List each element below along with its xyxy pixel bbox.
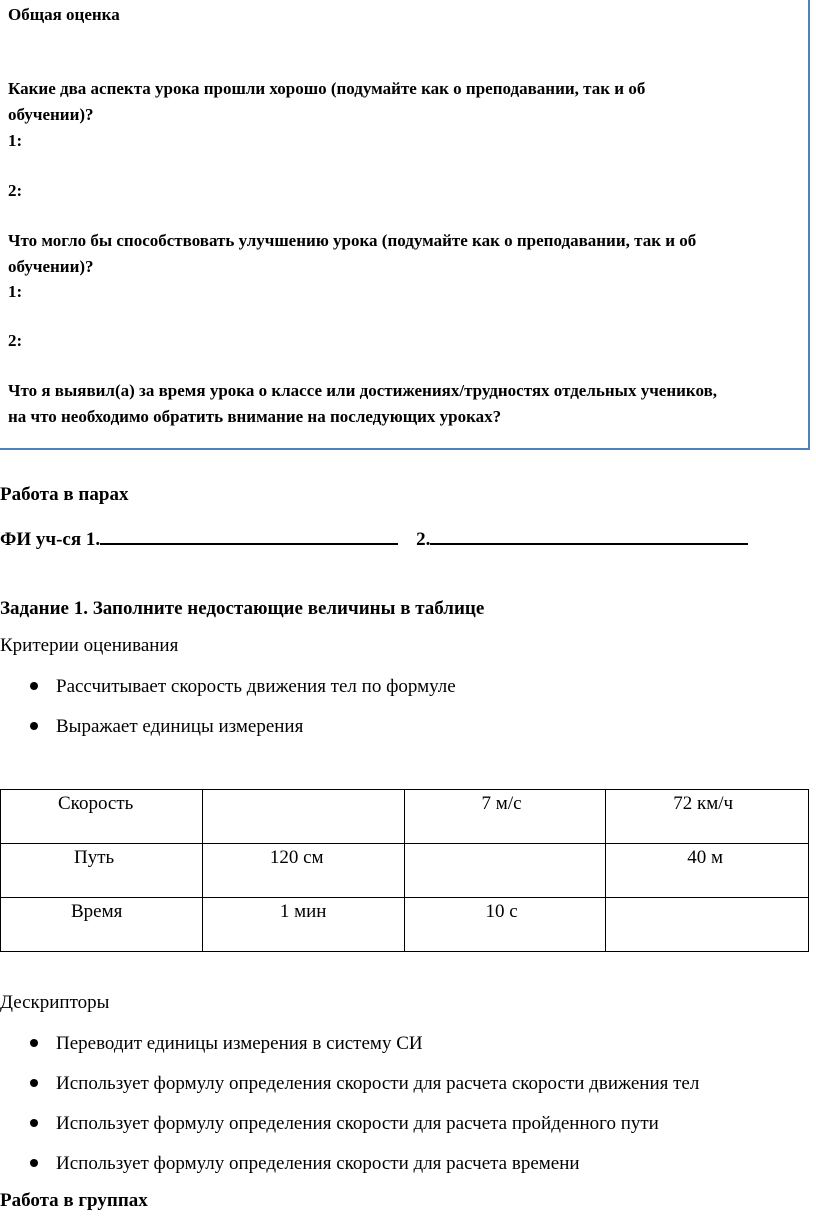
student-2-blank[interactable] bbox=[430, 525, 748, 545]
descriptors-label: Дескрипторы bbox=[0, 992, 110, 1013]
bullet-icon bbox=[30, 1119, 38, 1127]
bullet-icon bbox=[30, 1079, 38, 1087]
second-student-label: 2. bbox=[416, 529, 431, 550]
table-cell[interactable] bbox=[404, 844, 606, 898]
bullet-icon bbox=[30, 1159, 38, 1167]
quantities-table bbox=[0, 789, 809, 952]
criteria-item bbox=[30, 715, 303, 739]
table-row bbox=[1, 844, 809, 898]
reflection-question-3-cont: на что необходимо обратить внимание на последующих уроках? bbox=[8, 407, 502, 426]
descriptor-item-text: Переводит единицы измерения в систему СИ bbox=[56, 1033, 423, 1054]
table-row bbox=[1, 790, 809, 844]
criteria-item-text: Выражает единицы измерения bbox=[56, 716, 304, 737]
reflection-q2-item-2: 2: bbox=[8, 331, 23, 350]
table-cell: 1 мин bbox=[202, 898, 404, 952]
criteria-label: Критерии оценивания bbox=[0, 635, 179, 656]
table-cell[interactable] bbox=[606, 898, 809, 952]
table-cell: Скорость bbox=[1, 790, 203, 844]
bullet-icon bbox=[30, 722, 38, 730]
pair-work-heading: Работа в парах bbox=[0, 484, 129, 505]
reflection-question-2: Что могло бы способствовать улучшению урока (подумайте как о преподавании, так и об bbox=[8, 231, 697, 250]
student-1-blank[interactable] bbox=[100, 525, 398, 545]
reflection-question-2-cont: обучении)? bbox=[8, 257, 94, 276]
descriptor-item-text: Использует формулу определения скорости для расчета пройденного пути bbox=[56, 1113, 659, 1134]
criteria-item bbox=[30, 675, 456, 699]
table-cell: 7 м/с bbox=[404, 790, 606, 844]
reflection-question-1-cont: обучении)? bbox=[8, 105, 94, 124]
reflection-question-3: Что я выявил(а) за время урока о классе или достижениях/трудностях отдельных учеников, bbox=[8, 381, 717, 400]
reflection-q1-item-1: 1: bbox=[8, 131, 23, 150]
table-cell: 120 см bbox=[202, 844, 404, 898]
descriptor-item bbox=[30, 1072, 699, 1096]
bullet-icon bbox=[30, 682, 38, 690]
reflection-q2-item-1: 1: bbox=[8, 282, 23, 301]
group-work-heading: Работа в группах bbox=[0, 1190, 148, 1211]
table-cell: 40 м bbox=[606, 844, 809, 898]
table-cell: Путь bbox=[1, 844, 203, 898]
task1-heading: Задание 1. Заполните недостающие величины в таблице bbox=[0, 598, 485, 619]
table-cell: 10 с bbox=[404, 898, 606, 952]
students-line bbox=[0, 525, 748, 552]
table-cell: 72 км/ч bbox=[606, 790, 809, 844]
criteria-item-text: Рассчитывает скорость движения тел по формуле bbox=[56, 676, 456, 697]
descriptor-item bbox=[30, 1112, 659, 1136]
descriptor-item bbox=[30, 1152, 580, 1176]
bullet-icon bbox=[30, 1039, 38, 1047]
reflection-q1-item-2: 2: bbox=[8, 181, 23, 200]
table-row bbox=[1, 898, 809, 952]
students-label: ФИ уч-ся 1. bbox=[0, 529, 101, 550]
descriptor-item-text: Использует формулу определения скорости для расчета скорости движения тел bbox=[56, 1073, 700, 1094]
reflection-title: Общая оценка bbox=[8, 5, 120, 24]
descriptor-item bbox=[30, 1032, 423, 1056]
reflection-question-1: Какие два аспекта урока прошли хорошо (подумайте как о преподавании, так и об bbox=[8, 79, 646, 98]
table-cell[interactable] bbox=[202, 790, 404, 844]
table-cell: Время bbox=[1, 898, 203, 952]
descriptor-item-text: Использует формулу определения скорости для расчета времени bbox=[56, 1153, 580, 1174]
